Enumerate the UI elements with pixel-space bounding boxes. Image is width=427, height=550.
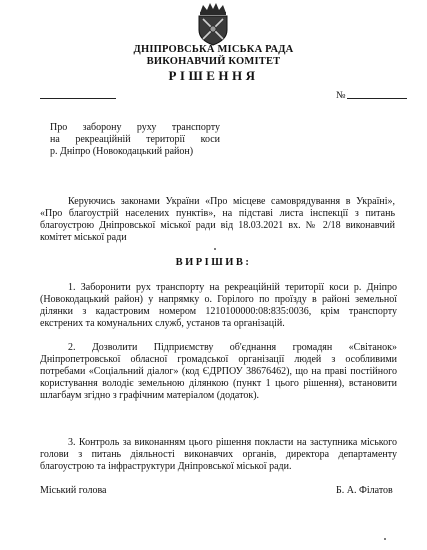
decision-item-3: 3. Контроль за виконанням цього рішення покласти на заступника міського голови з питань діяльності виконавчих органів, директора департаменту благоустрою та інфраструктури Дніпровської міської ради. [40, 437, 397, 472]
subject-line: на рекреаційній території коси [50, 134, 220, 145]
document-type: РІШЕННЯ [168, 68, 259, 83]
signature-position: Міський голова [40, 485, 107, 496]
date-line [40, 98, 116, 99]
subject-line: р. Дніпро (Новокодацький район) [50, 146, 194, 157]
number-sign: № [336, 90, 346, 101]
scan-speck [214, 248, 216, 250]
document-subject [50, 122, 220, 158]
number-line [347, 98, 407, 99]
organization-name: ДНІПРОВСЬКА МІСЬКА РАДА [133, 44, 294, 55]
resolve-heading: ВИРІШИВ: [175, 257, 252, 268]
signature-name: Б. А. Філатов [336, 485, 393, 496]
decision-item-2: 2. Дозволити Підприємству об'єднання громадян «Світанок» Дніпропетровської обласної громадської організації людей з особливими потребами «Соціальний діалог» (код ЄДРПОУ 38676462), що на праві постійного користування володіє земельною ділянкою (пункт 1 цього рішення), встановити шлагбаум згідно з графічним матеріалом (додаток). [40, 342, 397, 401]
subject-line: Про заборону руху транспорту [50, 122, 220, 133]
decision-item-1: 1. Заборонити рух транспорту на рекреаційній території коси р. Дніпро (Новокодацький район) у напрямку о. Горілого по проїзду в районі земельної ділянки з кадастровим номером 1210100000:08:835:0036, крім транспорту екстрених та комунальних служб, установ та організацій. [40, 282, 397, 329]
city-coat-of-arms-icon [194, 2, 232, 46]
scan-speck [384, 538, 386, 540]
committee-name: ВИКОНАВЧИЙ КОМІТЕТ [146, 56, 281, 67]
preamble-paragraph: Керуючись законами України «Про місцеве самоврядування в Україні», «Про благоустрій населених пунктів», на підставі листа інспекції з питань благоустрою Дніпровської міської ради від 18.03.2021 вх. № 2/18 виконавчий комітет міської ради [40, 196, 395, 243]
